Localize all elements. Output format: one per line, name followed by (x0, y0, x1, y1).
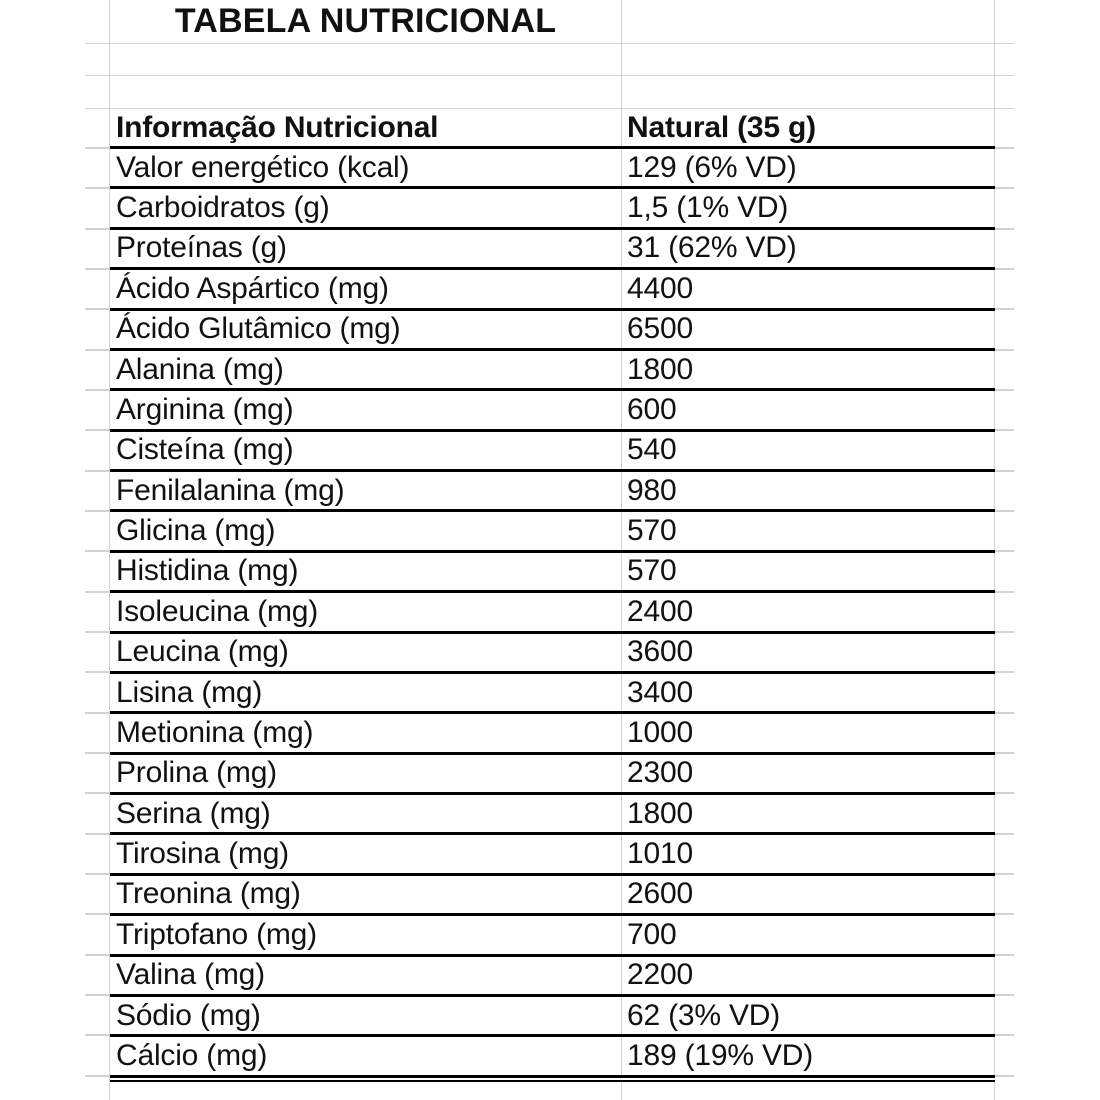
row-label-cell[interactable]: Ácido Glutâmico (mg) (110, 311, 622, 348)
row-label-cell[interactable]: Fenilalanina (mg) (110, 472, 622, 509)
table-row (110, 351, 995, 391)
table-row (110, 512, 995, 552)
empty-cell[interactable] (110, 76, 622, 108)
empty-cell[interactable] (622, 76, 995, 108)
table-row (110, 835, 995, 875)
row-label-cell[interactable]: Valor energético (kcal) (110, 149, 622, 186)
row-value-cell[interactable]: 3400 (622, 674, 995, 711)
table-row (110, 472, 995, 512)
table-row (110, 189, 995, 229)
row-label-cell[interactable]: Arginina (mg) (110, 391, 622, 428)
empty-row (110, 76, 995, 109)
table-row (110, 432, 995, 472)
empty-cell[interactable] (110, 1082, 622, 1100)
row-value-cell[interactable]: 1800 (622, 351, 995, 388)
row-value-cell[interactable]: 1000 (622, 714, 995, 751)
empty-cell[interactable] (622, 1082, 995, 1100)
empty-row (110, 44, 995, 76)
row-value-cell[interactable]: 2400 (622, 593, 995, 630)
row-label-cell[interactable]: Leucina (mg) (110, 634, 622, 671)
row-value-cell[interactable]: 31 (62% VD) (622, 230, 995, 267)
row-value-cell[interactable]: 3600 (622, 634, 995, 671)
table-row (110, 957, 995, 997)
row-value-cell[interactable]: 540 (622, 432, 995, 469)
table-row (110, 755, 995, 795)
row-value-cell[interactable]: 600 (622, 391, 995, 428)
row-value-cell[interactable]: 980 (622, 472, 995, 509)
row-value-cell[interactable]: 129 (6% VD) (622, 149, 995, 186)
table-row (110, 714, 995, 754)
row-value-cell[interactable]: 6500 (622, 311, 995, 348)
table-row (110, 391, 995, 431)
row-label-cell[interactable]: Ácido Aspártico (mg) (110, 270, 622, 307)
empty-cell[interactable] (110, 44, 622, 75)
row-value-cell[interactable]: 570 (622, 512, 995, 549)
table-row (110, 593, 995, 633)
row-label-cell[interactable]: Prolina (mg) (110, 755, 622, 792)
row-label-cell[interactable]: Lisina (mg) (110, 674, 622, 711)
table-row (110, 795, 995, 835)
empty-cell[interactable] (622, 44, 995, 75)
row-value-cell[interactable]: 1,5 (1% VD) (622, 189, 995, 226)
row-label-cell[interactable]: Valina (mg) (110, 957, 622, 994)
table-row (110, 876, 995, 916)
table-row (110, 230, 995, 270)
row-value-cell[interactable]: 1010 (622, 835, 995, 872)
row-label-cell[interactable]: Serina (mg) (110, 795, 622, 832)
trailing-empty-row (110, 1082, 995, 1100)
row-label-cell[interactable]: Treonina (mg) (110, 876, 622, 913)
title-row (110, 0, 995, 44)
table-row (110, 1037, 995, 1077)
table-row (110, 634, 995, 674)
row-label-cell[interactable]: Alanina (mg) (110, 351, 622, 388)
row-label-cell[interactable]: Cisteína (mg) (110, 432, 622, 469)
row-value-cell[interactable]: 189 (19% VD) (622, 1037, 995, 1074)
row-value-cell[interactable]: 1800 (622, 795, 995, 832)
table-row (110, 149, 995, 189)
table-row (110, 997, 995, 1037)
row-label-cell[interactable]: Isoleucina (mg) (110, 593, 622, 630)
row-value-cell[interactable]: 4400 (622, 270, 995, 307)
row-value-cell[interactable]: 2300 (622, 755, 995, 792)
row-label-cell[interactable]: Histidina (mg) (110, 553, 622, 590)
row-value-cell[interactable]: 2600 (622, 876, 995, 913)
column-header-natural[interactable]: Natural (35 g) (622, 109, 995, 146)
nutrition-table (109, 0, 995, 1100)
row-value-cell[interactable]: 570 (622, 553, 995, 590)
table-row (110, 674, 995, 714)
row-value-cell[interactable]: 2200 (622, 957, 995, 994)
row-value-cell[interactable]: 700 (622, 916, 995, 953)
row-label-cell[interactable]: Carboidratos (g) (110, 189, 622, 226)
table-row (110, 270, 995, 310)
table-row (110, 916, 995, 956)
table-row (110, 311, 995, 351)
row-label-cell[interactable]: Proteínas (g) (110, 230, 622, 267)
column-header-info[interactable]: Informação Nutricional (110, 109, 622, 146)
row-label-cell[interactable]: Metionina (mg) (110, 714, 622, 751)
row-value-cell[interactable]: 62 (3% VD) (622, 997, 995, 1034)
header-row (110, 109, 995, 149)
row-label-cell[interactable]: Sódio (mg) (110, 997, 622, 1034)
row-label-cell[interactable]: Cálcio (mg) (110, 1037, 622, 1074)
row-label-cell[interactable]: Glicina (mg) (110, 512, 622, 549)
table-title-cell[interactable]: TABELA NUTRICIONAL (110, 0, 622, 43)
table-row (110, 553, 995, 593)
row-label-cell[interactable]: Tirosina (mg) (110, 835, 622, 872)
row-label-cell[interactable]: Triptofano (mg) (110, 916, 622, 953)
empty-cell[interactable] (622, 0, 995, 43)
